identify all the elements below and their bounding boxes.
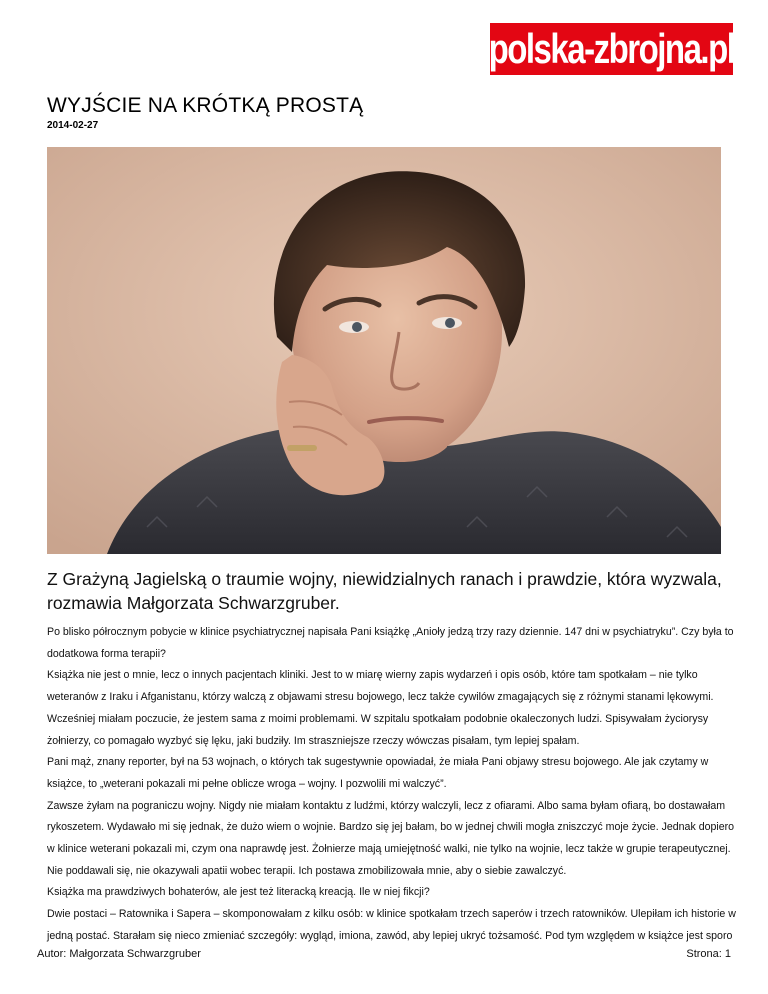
body-line: Książka nie jest o mnie, lecz o innych pacjentach kliniki. Jest to w miarę wierny zapis wydarzeń i opis osób, które tam spotkałam – nie tylko bbox=[47, 669, 698, 682]
body-line: żołnierzy, co pomagało wyzbyć się lęku, jaki budziły. Im straszniejsze rzeczy wówczas pisałam, tym lepiej spałam. bbox=[47, 734, 580, 747]
body-line: Pani mąż, znany reporter, był na 53 wojnach, o których tak sugestywnie opowiadał, że miała Pani objawy stresu bojowego. Ale jak czytamy w bbox=[47, 756, 709, 769]
logo-text: polska-zbrojna.pl bbox=[488, 25, 735, 72]
body-line: Po blisko półrocznym pobycie w klinice psychiatrycznej napisała Pani książkę „Anioły jedzą trzy razy dziennie. 147 dni w psychiatryku”. Czy była to bbox=[47, 626, 734, 638]
site-logo[interactable] bbox=[490, 23, 733, 75]
body-line: Zawsze żyłam na pograniczu wojny. Nigdy nie miałam kontaktu z ludźmi, którzy walczyli, lecz z ofiarami. Albo sama byłam ofiarą, bo dostawałam bbox=[47, 799, 726, 812]
portrait-photo bbox=[47, 147, 721, 554]
body-line: Dwie postaci – Ratownika i Sapera – skomponowałam z kilku osób: w klinice spotkałam trzech saperów i trzech ratowników. Ulepiłam ich historie w bbox=[47, 908, 736, 921]
body-line: Wcześniej miałam poczucie, że jestem sama z moimi problemami. W szpitalu spotkałam podobnie okaleczonych ludzi. Spisywałam życiorysy bbox=[47, 712, 709, 725]
footer-page-number: Strona: 1 bbox=[686, 948, 731, 960]
article-lead: Z Grażyną Jagielską o traumie wojny, niewidzialnych ranach i prawdzie, która wyzwala, rozmawia Małgorzata Schwarzgruber. bbox=[47, 569, 722, 613]
article-body bbox=[47, 622, 737, 948]
body-line: jedną postać. Starałam się nieco zmieniać szczegóły: wygląd, imiona, zawód, aby lepiej ukryć tożsamość. Pod tym względem w książce jest sporo bbox=[47, 929, 733, 942]
body-line: w klinice weterani pokazali mi, czym ona naprawdę jest. Żołnierze mają umiejętność walki, nie tylko na wojnie, lecz także w grupie terapeutycznej. bbox=[47, 843, 731, 856]
body-line: Nie poddawali się, nie okazywali apatii wobec terapii. Ich postawa zmobilizowała mnie, aby o siebie zawalczyć. bbox=[47, 864, 567, 877]
body-line: dodatkowa forma terapii? bbox=[47, 647, 166, 660]
article-title: WYJŚCIE NA KRÓTKĄ PROSTĄ bbox=[47, 94, 364, 117]
footer-author: Autor: Małgorzata Schwarzgruber bbox=[37, 948, 201, 960]
body-line: Książka ma prawdziwych bohaterów, ale jest też literacką kreacją. Ile w niej fikcji? bbox=[47, 886, 430, 899]
article-date: 2014-02-27 bbox=[47, 120, 99, 131]
body-line: weteranów z Iraku i Afganistanu, którzy walczą z objawami stresu bojowego, lecz także cywilów zmagających się z różnymi stanami lękowymi. bbox=[47, 691, 714, 704]
body-line: rykoszetem. Wydawało mi się jednak, że dużo wiem o wojnie. Bardzo się jej bałam, bo w jednej chwili mogła zniszczyć moje życie. Jednak dopiero bbox=[47, 821, 735, 834]
body-line: książce, to „weterani pokazali mi pełne oblicze wroga – wojny. I pozwolili mi walczyć”. bbox=[47, 777, 447, 790]
